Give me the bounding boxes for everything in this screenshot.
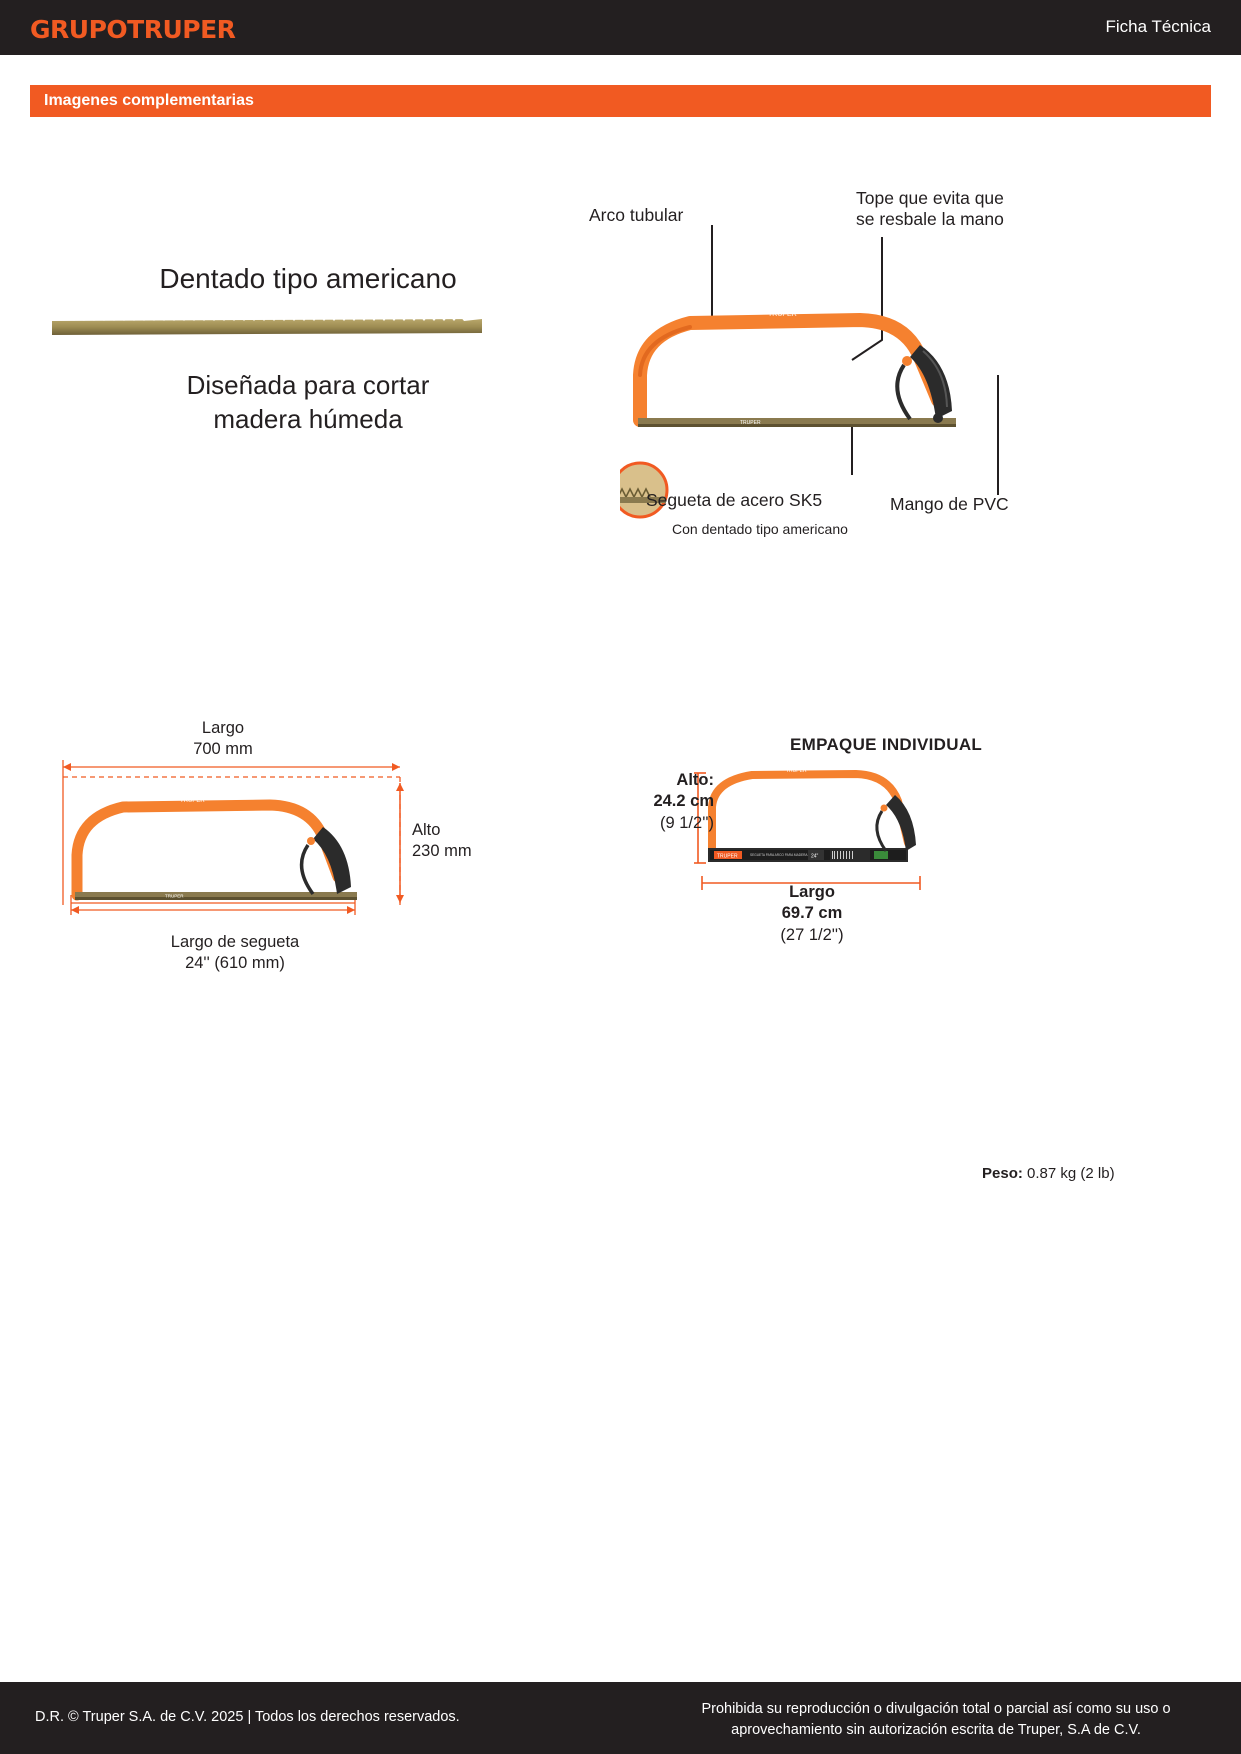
footer-legal-line1: Prohibida su reproducción o divulgación total o parcial así como su uso o [701,1701,1171,1717]
packaging-alto-alt: (9 1/2'') [660,813,714,832]
svg-text:TRUPER: TRUPER [165,893,184,899]
callout-tope-line2: se resbale la mano [856,209,1004,230]
dimension-largo-value: 700 mm [193,740,253,759]
brand-logo [30,15,235,44]
packaging-weight-value: 0.87 kg (2 lb) [1027,1165,1115,1182]
brand-logo-truper: TRUPER [127,15,236,44]
footer-legal-line2: aprovechamiento sin autorización escrita de Truper, S.A de C.V. [731,1722,1141,1739]
page-footer [0,1682,1241,1754]
svg-text:TRUPER: TRUPER [740,420,761,426]
dimension-segueta-label: Largo de segueta [170,933,300,951]
packaging-alto [628,770,714,834]
feature-title: Dentado tipo americano [159,263,457,294]
dimension-segueta-value: 24'' (610 mm) [185,954,285,973]
dimension-largo-label: Largo [201,719,245,737]
section-header-bar [30,85,1211,117]
callout-mango-pvc: Mango de PVC [890,494,1009,514]
svg-text:TRUPER: TRUPER [717,853,738,860]
document-type-label: Ficha Técnica [1105,17,1211,36]
dimension-largo-product [143,718,303,761]
dimension-alto-label: Alto [412,821,441,839]
footer-legal [666,1699,1206,1741]
brand-logo-grupo: GRUPO [30,15,128,44]
packaging-alto-label: Alto: [676,771,714,789]
dimension-segueta [110,932,360,975]
page-header [0,0,1241,55]
packaging-largo-alt: (27 1/2'') [780,925,844,944]
packaging-weight [982,1165,1115,1182]
feature-subtitle-line2: madera húmeda [213,404,403,435]
section-header-title: Imagenes complementarias [44,92,254,109]
svg-text:24": 24" [811,853,819,860]
packaging-dimensions-diagram [690,755,950,900]
packaging-largo-value: 69.7 cm [781,904,843,923]
packaging-section-title: EMPAQUE INDIVIDUAL [790,735,983,754]
dimension-alto-value: 230 mm [412,842,472,861]
dimension-alto-product [412,820,522,863]
callout-tope-line1: Tope que evita que [856,188,1004,208]
feature-subtitle [98,368,518,437]
packaging-alto-value: 24.2 cm [653,792,714,811]
svg-text:SEGUETA PARA ARCO PARA MADERA: SEGUETA PARA ARCO PARA MADERA [750,853,808,857]
callout-segueta: Segueta de acero SK5 [646,490,823,510]
callout-segueta-note: Con dentado tipo americano [672,521,848,537]
packaging-largo [722,882,902,946]
packaging-weight-label: Peso: [982,1165,1023,1182]
toothed-blade-illustration [52,313,482,335]
footer-copyright: D.R. © Truper S.A. de C.V. 2025 | Todos los derechos reservados. [35,1709,460,1725]
callout-arco-tubular: Arco tubular [589,205,684,225]
packaging-largo-label: Largo [789,883,835,901]
feature-subtitle-line1: Diseñada para cortar [186,370,430,400]
svg-text:TRUPER: TRUPER [180,798,205,804]
svg-text:TRUPER: TRUPER [786,768,807,774]
callout-tope [856,188,1004,231]
svg-text:TRUPER: TRUPER [768,311,797,318]
